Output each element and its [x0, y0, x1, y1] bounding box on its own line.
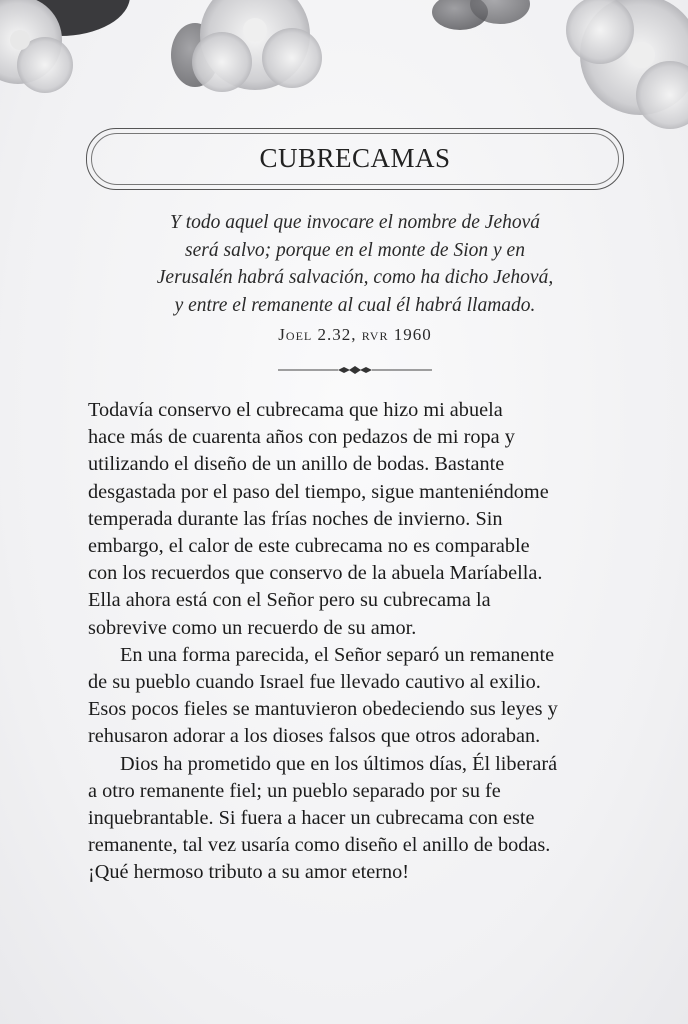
- body-line: Esos pocos fieles se mantuvieron obedeciendo sus leyes y: [88, 698, 558, 721]
- epigraph-verse: [100, 209, 610, 319]
- body-line: a otro remanente fiel; un pueblo separado por su fe: [88, 779, 501, 802]
- verse-line: y entre el remanente al cual él habrá llamado.: [174, 294, 536, 316]
- title-frame: [86, 128, 624, 190]
- body-line: sobrevive como un recuerdo de su amor.: [88, 616, 417, 639]
- body-line: con los recuerdos que conservo de la abuela Maríabella.: [88, 562, 543, 585]
- body-line: embargo, el calor de este cubrecama no es comparable: [88, 535, 530, 558]
- body-line: Todavía conservo el cubrecama que hizo mi abuela: [88, 399, 503, 421]
- verse-line: será salvo; porque en el monte de Sion y en: [185, 239, 525, 261]
- body-line: ¡Qué hermoso tributo a su amor eterno!: [88, 861, 410, 884]
- body-line: utilizando el diseño de un anillo de bodas. Bastante: [88, 453, 505, 476]
- body-line: remanente, tal vez usaría como diseño el anillo de bodas.: [88, 834, 551, 857]
- verse-line: Y todo aquel que invocare el nombre de Jehová: [169, 212, 541, 233]
- body-line: temperada durante las frías noches de invierno. Sin: [88, 507, 503, 530]
- body-line: Dios ha prometido que en los últimos días, Él liberará: [120, 752, 558, 775]
- devotional-body: [88, 397, 628, 887]
- body-line: de su pueblo cuando Israel fue llevado cautivo al exilio.: [88, 671, 541, 694]
- page-title: CUBRECAMAS: [259, 143, 451, 173]
- verse-reference: Joel 2.32, rvr 1960: [278, 325, 432, 344]
- body-line: rehusaron adorar a los dioses falsos que otros adoraban.: [88, 725, 541, 748]
- body-line: hace más de cuarenta años con pedazos de mi ropa y: [88, 426, 515, 449]
- body-line: En una forma parecida, el Señor separó un remanente: [120, 643, 555, 666]
- body-line: Ella ahora está con el Señor pero su cubrecama la: [88, 589, 491, 612]
- ornamental-divider: [278, 364, 432, 376]
- verse-line: Jerusalén habrá salvación, como ha dicho Jehová,: [156, 267, 554, 288]
- body-line: desgastada por el paso del tiempo, sigue manteniéndome: [88, 480, 549, 503]
- flower-border-image: [0, 0, 688, 140]
- body-line: inquebrantable. Si fuera a hacer un cubrecama con este: [88, 807, 535, 830]
